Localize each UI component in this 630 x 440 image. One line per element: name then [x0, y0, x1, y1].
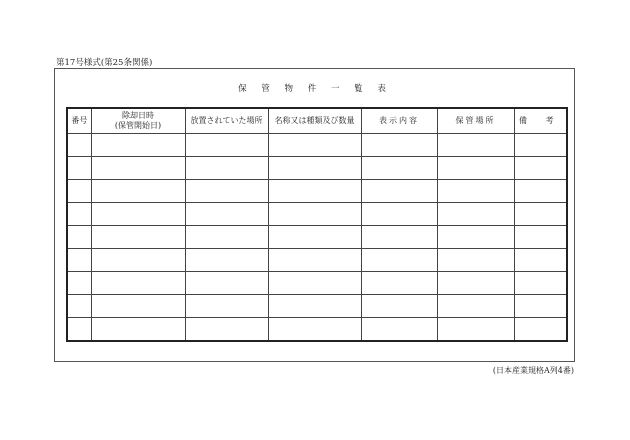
- table-cell: [437, 203, 514, 226]
- table-cell: [67, 318, 91, 342]
- table-body: [67, 134, 567, 342]
- table-cell: [91, 180, 185, 203]
- table-cell: [185, 180, 268, 203]
- table-cell: [268, 134, 361, 157]
- table-cell: [437, 318, 514, 342]
- table-row: [67, 249, 567, 272]
- table-cell: [268, 157, 361, 180]
- header-storage-place: 保管場所: [437, 108, 514, 134]
- table-cell: [514, 249, 567, 272]
- table-row: [67, 295, 567, 318]
- table-cell: [91, 203, 185, 226]
- header-display-content: 表示内容: [361, 108, 437, 134]
- table-row: [67, 226, 567, 249]
- table-row: [67, 157, 567, 180]
- table-row: [67, 272, 567, 295]
- table-cell: [67, 157, 91, 180]
- table-cell: [514, 272, 567, 295]
- table-cell: [91, 134, 185, 157]
- table-cell: [185, 318, 268, 342]
- table-cell: [437, 180, 514, 203]
- paper-size-note: (日本産業規格A列4番): [492, 366, 574, 375]
- table-cell: [514, 226, 567, 249]
- table-row: [67, 203, 567, 226]
- header-name-quantity: 名称又は種類及び数量: [268, 108, 361, 134]
- table-header-row: [67, 108, 567, 134]
- table-cell: [185, 295, 268, 318]
- table-row: [67, 318, 567, 342]
- table-cell: [437, 249, 514, 272]
- table-cell: [268, 203, 361, 226]
- table-cell: [67, 295, 91, 318]
- table-cell: [514, 157, 567, 180]
- table-cell: [91, 272, 185, 295]
- table-cell: [67, 226, 91, 249]
- table-row: [67, 180, 567, 203]
- table-cell: [91, 318, 185, 342]
- sheet-title: 保 管 物 件 一 覧 表: [238, 84, 392, 94]
- table-cell: [437, 295, 514, 318]
- table-cell: [361, 203, 437, 226]
- table-cell: [67, 134, 91, 157]
- form-label: 第17号様式(第25条関係): [56, 58, 153, 68]
- table-cell: [361, 249, 437, 272]
- table-cell: [361, 134, 437, 157]
- table-cell: [185, 272, 268, 295]
- table-cell: [437, 157, 514, 180]
- table-cell: [268, 180, 361, 203]
- table-cell: [268, 249, 361, 272]
- custody-items-table: [66, 107, 568, 342]
- header-removal-line2: (保管開始日): [114, 121, 162, 130]
- table-cell: [361, 272, 437, 295]
- table-cell: [361, 226, 437, 249]
- table-cell: [185, 157, 268, 180]
- table-row: [67, 134, 567, 157]
- table-cell: [91, 226, 185, 249]
- table-cell: [361, 318, 437, 342]
- table-cell: [185, 226, 268, 249]
- table-cell: [361, 295, 437, 318]
- header-number: 番号: [67, 108, 91, 134]
- table-cell: [514, 203, 567, 226]
- table-cell: [185, 249, 268, 272]
- table-cell: [91, 295, 185, 318]
- table-cell: [67, 249, 91, 272]
- table-cell: [67, 272, 91, 295]
- table-cell: [437, 226, 514, 249]
- table-cell: [268, 318, 361, 342]
- table-cell: [361, 157, 437, 180]
- table-cell: [67, 203, 91, 226]
- table-cell: [361, 180, 437, 203]
- header-removal-line1: 除却日時: [122, 111, 154, 120]
- table-cell: [514, 318, 567, 342]
- table-cell: [514, 180, 567, 203]
- table-cell: [268, 226, 361, 249]
- table-cell: [437, 134, 514, 157]
- table-cell: [514, 134, 567, 157]
- table-cell: [185, 134, 268, 157]
- table-cell: [91, 249, 185, 272]
- header-remarks: 備 考: [514, 108, 567, 134]
- table-cell: [91, 157, 185, 180]
- table-cell: [268, 295, 361, 318]
- table-cell: [437, 272, 514, 295]
- table-cell: [67, 180, 91, 203]
- header-location: 放置されていた場所: [185, 108, 268, 134]
- table-cell: [514, 295, 567, 318]
- header-removal-datetime: [91, 108, 185, 134]
- table-cell: [185, 203, 268, 226]
- table-cell: [268, 272, 361, 295]
